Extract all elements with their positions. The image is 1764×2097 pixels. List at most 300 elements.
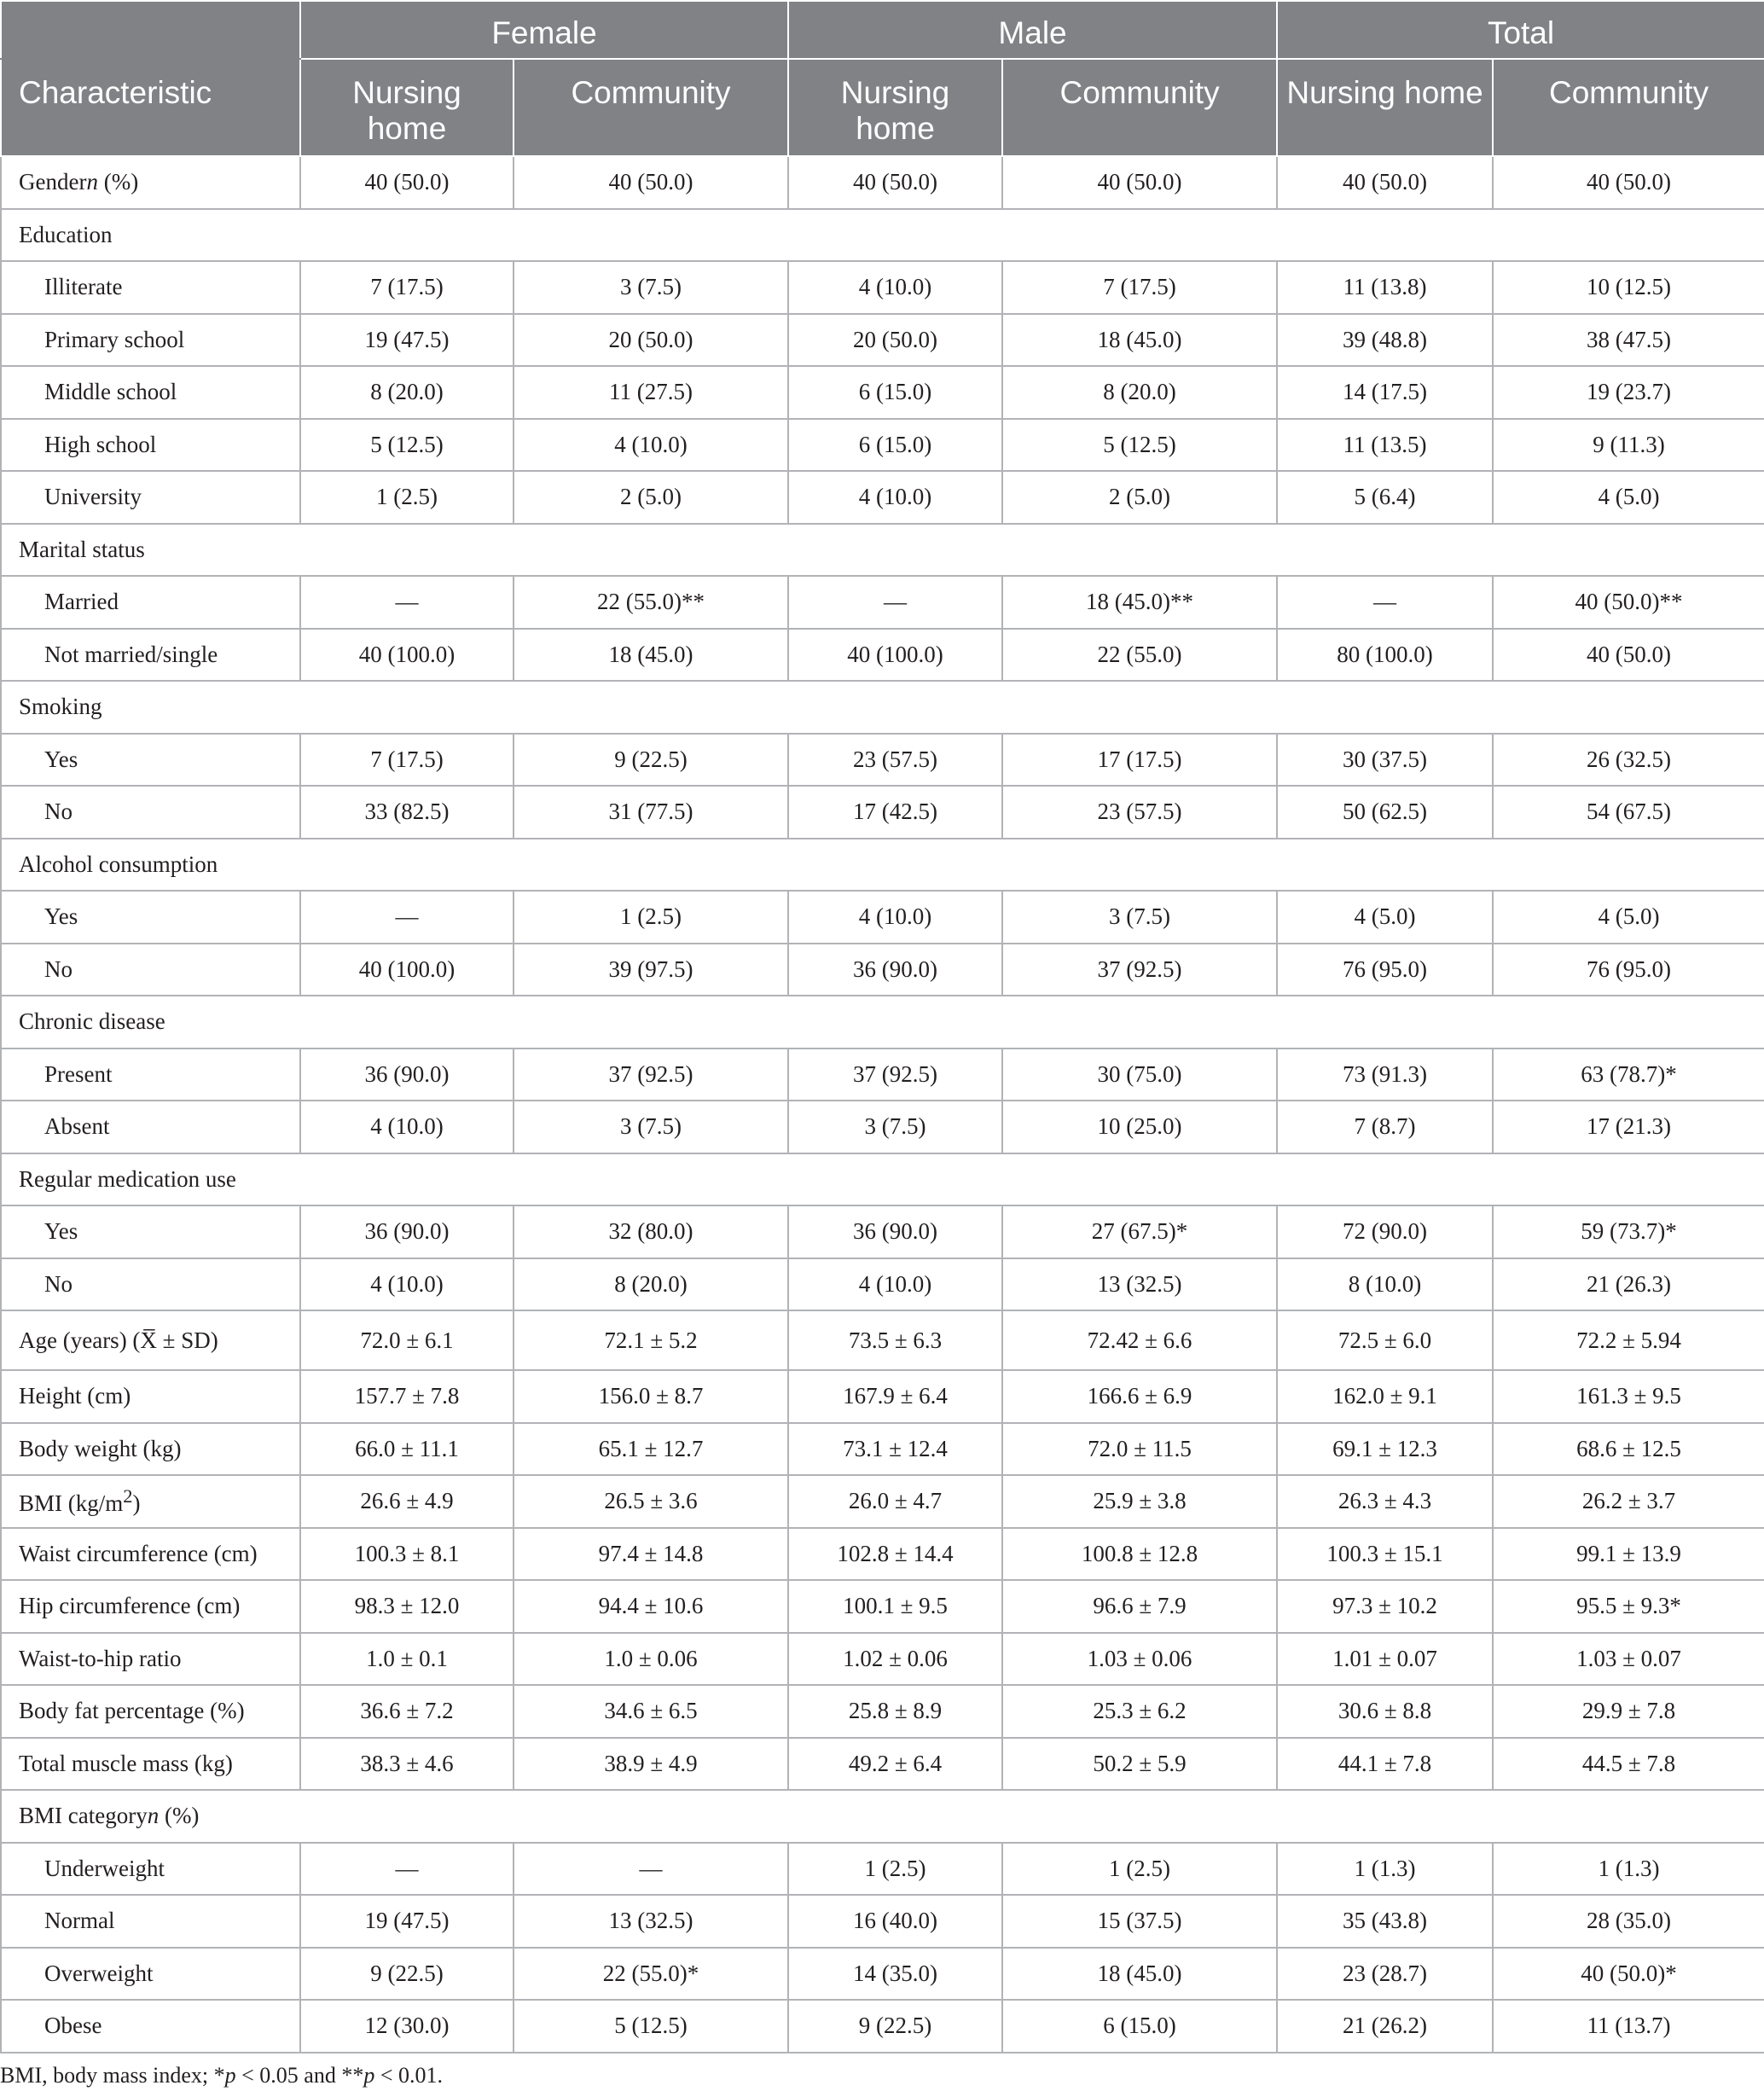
table-footnote: [0, 2063, 443, 2088]
table-cell: 3 (7.5): [788, 1101, 1002, 1153]
table-cell: 73 (91.3): [1277, 1048, 1493, 1101]
row-label-text: Obese: [44, 2013, 102, 2039]
table-cell: 6 (15.0): [788, 419, 1002, 472]
table-cell: 21 (26.2): [1277, 2000, 1493, 2053]
table-cell: 100.3 ± 8.1: [300, 1528, 514, 1581]
row-label: [1, 1738, 300, 1791]
footnote-part2: < 0.05 and **: [235, 2063, 364, 2088]
row-label: [1, 576, 300, 629]
table-row: [1, 1048, 1764, 1101]
table-cell: 100.3 ± 15.1: [1277, 1528, 1493, 1581]
table-cell: 26.3 ± 4.3: [1277, 1475, 1493, 1528]
header-group-total: Total: [1277, 1, 1764, 59]
table-cell: 63 (78.7)*: [1493, 1048, 1764, 1101]
table-cell: 2 (5.0): [514, 471, 788, 524]
table-cell: 40 (50.0)*: [1493, 1948, 1764, 2001]
row-label: [1, 156, 300, 209]
row-label-text: Regular medication use: [19, 1165, 236, 1192]
table-cell: 19 (47.5): [300, 1895, 514, 1948]
table-cell: 40 (100.0): [300, 944, 514, 996]
table-row: [1, 1580, 1764, 1633]
row-label: [1, 524, 1764, 577]
table-row: [1, 471, 1764, 524]
row-label: [1, 1258, 300, 1311]
footnote-p-italic-1: p: [224, 2063, 236, 2088]
table-cell: 102.8 ± 14.4: [788, 1528, 1002, 1581]
row-label-text: Illiterate: [44, 274, 123, 300]
table-cell: 68.6 ± 12.5: [1493, 1423, 1764, 1476]
table-cell: 37 (92.5): [514, 1048, 788, 1101]
table-cell: 44.1 ± 7.8: [1277, 1738, 1493, 1791]
row-label-text: BMI category: [19, 1803, 148, 1829]
row-label-suffix: ): [132, 1490, 141, 1517]
table-cell: 50.2 ± 5.9: [1002, 1738, 1277, 1791]
row-label-text: BMI (kg/m: [19, 1490, 124, 1517]
table-cell: 15 (37.5): [1002, 1895, 1277, 1948]
table-row: [1, 156, 1764, 209]
table-row: [1, 2000, 1764, 2053]
table-cell: —: [788, 576, 1002, 629]
row-label-text: No: [44, 1270, 73, 1297]
table-cell: 7 (17.5): [300, 261, 514, 314]
table-cell: 72.42 ± 6.6: [1002, 1310, 1277, 1370]
table-cell: 38.3 ± 4.6: [300, 1738, 514, 1791]
table-cell: 76 (95.0): [1493, 944, 1764, 996]
section-row: [1, 681, 1764, 734]
header-sub-row: [1, 59, 1764, 156]
table-cell: 33 (82.5): [300, 786, 514, 839]
table-cell: 161.3 ± 9.5: [1493, 1370, 1764, 1423]
table-cell: 36 (90.0): [788, 944, 1002, 996]
table-cell: 97.3 ± 10.2: [1277, 1580, 1493, 1633]
table-cell: 72.1 ± 5.2: [514, 1310, 788, 1370]
row-label-text: Waist-to-hip ratio: [19, 1645, 182, 1671]
row-label-text: Chronic disease: [19, 1008, 165, 1035]
table-cell: 22 (55.0)**: [514, 576, 788, 629]
table-cell: 11 (13.7): [1493, 2000, 1764, 2053]
table-cell: 44.5 ± 7.8: [1493, 1738, 1764, 1791]
row-label: [1, 366, 300, 419]
table-cell: 38 (47.5): [1493, 314, 1764, 367]
table-cell: 72.5 ± 6.0: [1277, 1310, 1493, 1370]
row-label-text: Body weight (kg): [19, 1435, 182, 1461]
table-cell: 39 (48.8): [1277, 314, 1493, 367]
table-row: [1, 1258, 1764, 1311]
row-label: [1, 1101, 300, 1153]
table-row: [1, 629, 1764, 682]
table-row: [1, 786, 1764, 839]
row-label-text: Absent: [44, 1113, 110, 1140]
row-label-text: Primary school: [44, 326, 185, 352]
table-row: [1, 576, 1764, 629]
table-cell: 9 (11.3): [1493, 419, 1764, 472]
table-cell: 100.8 ± 12.8: [1002, 1528, 1277, 1581]
header-female-nursing-home: Nursing home: [300, 59, 514, 156]
table-cell: 23 (28.7): [1277, 1948, 1493, 2001]
table-cell: 6 (15.0): [1002, 2000, 1277, 2053]
table-cell: 1.0 ± 0.06: [514, 1633, 788, 1686]
row-label: [1, 1790, 1764, 1843]
row-label-text: Education: [19, 221, 113, 247]
table-cell: 40 (50.0): [300, 156, 514, 209]
table-cell: 17 (42.5): [788, 786, 1002, 839]
table-cell: 30 (75.0): [1002, 1048, 1277, 1101]
table-cell: 166.6 ± 6.9: [1002, 1370, 1277, 1423]
table-cell: 35 (43.8): [1277, 1895, 1493, 1948]
table-row: [1, 891, 1764, 944]
table-cell: 6 (15.0): [788, 366, 1002, 419]
row-label-text: Overweight: [44, 1960, 154, 1986]
table-cell: 7 (17.5): [1002, 261, 1277, 314]
table-cell: 1.01 ± 0.07: [1277, 1633, 1493, 1686]
table-cell: 4 (5.0): [1277, 891, 1493, 944]
table-cell: 36 (90.0): [788, 1205, 1002, 1258]
table-cell: 21 (26.3): [1493, 1258, 1764, 1311]
row-label-text: Body fat percentage (%): [19, 1698, 245, 1724]
table-header: [1, 1, 1764, 156]
row-label: [1, 629, 300, 682]
table-cell: 18 (45.0)**: [1002, 576, 1277, 629]
table-cell: 1 (2.5): [514, 891, 788, 944]
header-total-nursing-home: Nursing home: [1277, 59, 1493, 156]
table-row: [1, 1685, 1764, 1738]
row-label: [1, 1685, 300, 1738]
header-group-row: [1, 1, 1764, 59]
row-label: [1, 261, 300, 314]
row-label: [1, 1580, 300, 1633]
table-cell: 36 (90.0): [300, 1048, 514, 1101]
table-cell: 96.6 ± 7.9: [1002, 1580, 1277, 1633]
row-label: [1, 209, 1764, 262]
table-cell: 20 (50.0): [788, 314, 1002, 367]
table-cell: 1.03 ± 0.06: [1002, 1633, 1277, 1686]
table-cell: 25.3 ± 6.2: [1002, 1685, 1277, 1738]
table-cell: 162.0 ± 9.1: [1277, 1370, 1493, 1423]
table-cell: 8 (20.0): [300, 366, 514, 419]
row-label-text: Gender: [19, 169, 87, 195]
table-cell: —: [300, 891, 514, 944]
table-cell: 27 (67.5)*: [1002, 1205, 1277, 1258]
table-cell: 1 (2.5): [788, 1843, 1002, 1896]
table-cell: 22 (55.0): [1002, 629, 1277, 682]
table-cell: 25.9 ± 3.8: [1002, 1475, 1277, 1528]
table-cell: 1.02 ± 0.06: [788, 1633, 1002, 1686]
table-cell: 20 (50.0): [514, 314, 788, 367]
table-cell: 40 (50.0): [788, 156, 1002, 209]
table-cell: 80 (100.0): [1277, 629, 1493, 682]
table-cell: 36.6 ± 7.2: [300, 1685, 514, 1738]
header-group-female: Female: [300, 1, 788, 59]
table-cell: —: [300, 1843, 514, 1896]
table-body: [1, 156, 1764, 2053]
table-cell: 13 (32.5): [514, 1895, 788, 1948]
table-cell: 40 (50.0): [514, 156, 788, 209]
table-row: [1, 1101, 1764, 1153]
table-cell: 5 (12.5): [1002, 419, 1277, 472]
row-label: [1, 891, 300, 944]
table-row: [1, 1475, 1764, 1528]
row-label: [1, 2000, 300, 2053]
table-cell: 8 (10.0): [1277, 1258, 1493, 1311]
table-cell: 3 (7.5): [514, 261, 788, 314]
table-cell: 1.0 ± 0.1: [300, 1633, 514, 1686]
table-cell: 9 (22.5): [300, 1948, 514, 2001]
table-cell: 97.4 ± 14.8: [514, 1528, 788, 1581]
table-cell: 30 (37.5): [1277, 734, 1493, 787]
table-cell: 17 (21.3): [1493, 1101, 1764, 1153]
table-cell: 32 (80.0): [514, 1205, 788, 1258]
row-label: [1, 1310, 300, 1370]
section-row: [1, 1153, 1764, 1206]
row-label: [1, 471, 300, 524]
table-cell: —: [514, 1843, 788, 1896]
table-row: [1, 1738, 1764, 1791]
table-cell: 40 (100.0): [788, 629, 1002, 682]
table-row: [1, 1633, 1764, 1686]
table-cell: 156.0 ± 8.7: [514, 1370, 788, 1423]
section-row: [1, 1790, 1764, 1843]
table-cell: 17 (17.5): [1002, 734, 1277, 787]
table-cell: 23 (57.5): [788, 734, 1002, 787]
row-label: [1, 1895, 300, 1948]
table-row: [1, 1370, 1764, 1423]
table-cell: 99.1 ± 13.9: [1493, 1528, 1764, 1581]
row-label: [1, 314, 300, 367]
table-cell: —: [300, 576, 514, 629]
table-cell: 5 (12.5): [514, 2000, 788, 2053]
table-cell: 40 (50.0): [1277, 156, 1493, 209]
table-cell: 50 (62.5): [1277, 786, 1493, 839]
table-cell: 40 (50.0): [1002, 156, 1277, 209]
table-cell: 28 (35.0): [1493, 1895, 1764, 1948]
row-label: [1, 681, 1764, 734]
table-row: [1, 1528, 1764, 1581]
row-label: [1, 1633, 300, 1686]
table-cell: 25.8 ± 8.9: [788, 1685, 1002, 1738]
table-cell: 1 (2.5): [1002, 1843, 1277, 1896]
table-row: [1, 944, 1764, 996]
table-row: [1, 366, 1764, 419]
table-cell: 4 (10.0): [788, 1258, 1002, 1311]
header-male-community: Community: [1002, 59, 1277, 156]
footnote-part3: < 0.01.: [374, 2063, 443, 2088]
row-label-text: Waist circumference (cm): [19, 1540, 258, 1566]
row-label-text: Present: [44, 1060, 113, 1087]
table-cell: 37 (92.5): [1002, 944, 1277, 996]
row-label-italic: n: [147, 1803, 160, 1829]
footnote-part1: BMI, body mass index; *: [0, 2063, 225, 2088]
section-row: [1, 996, 1764, 1048]
table-cell: 16 (40.0): [788, 1895, 1002, 1948]
row-label: [1, 1843, 300, 1896]
row-label: [1, 1475, 300, 1528]
table-cell: 29.9 ± 7.8: [1493, 1685, 1764, 1738]
table-cell: 19 (23.7): [1493, 366, 1764, 419]
table-cell: 40 (50.0)**: [1493, 576, 1764, 629]
table-cell: 8 (20.0): [514, 1258, 788, 1311]
table-cell: 65.1 ± 12.7: [514, 1423, 788, 1476]
table-cell: 8 (20.0): [1002, 366, 1277, 419]
table-cell: 40 (100.0): [300, 629, 514, 682]
table-row: [1, 1423, 1764, 1476]
table-cell: 1 (1.3): [1493, 1843, 1764, 1896]
table-cell: 3 (7.5): [514, 1101, 788, 1153]
section-row: [1, 209, 1764, 262]
table-cell: 11 (13.5): [1277, 419, 1493, 472]
row-label-suffix: (%): [159, 1803, 200, 1829]
table-cell: 10 (25.0): [1002, 1101, 1277, 1153]
header-characteristic: Characteristic: [1, 59, 300, 156]
table-cell: 26.0 ± 4.7: [788, 1475, 1002, 1528]
row-label-text: Married: [44, 589, 119, 615]
row-label: [1, 1205, 300, 1258]
row-label: [1, 1153, 1764, 1206]
row-label-text: Total muscle mass (kg): [19, 1750, 233, 1776]
table-cell: 4 (5.0): [1493, 471, 1764, 524]
table-cell: 5 (12.5): [300, 419, 514, 472]
row-label: [1, 1948, 300, 2001]
row-label-suffix: (%): [97, 169, 139, 195]
table-cell: 26.2 ± 3.7: [1493, 1475, 1764, 1528]
row-label: [1, 1048, 300, 1101]
table-cell: 5 (6.4): [1277, 471, 1493, 524]
table-cell: —: [1277, 576, 1493, 629]
table-cell: 34.6 ± 6.5: [514, 1685, 788, 1738]
table-row: [1, 1310, 1764, 1370]
row-label-text: Not married/single: [44, 641, 218, 667]
table-cell: 4 (10.0): [788, 471, 1002, 524]
row-label: [1, 1370, 300, 1423]
row-label-text: Middle school: [44, 379, 177, 405]
table-row: [1, 1948, 1764, 2001]
table-cell: 1 (2.5): [300, 471, 514, 524]
row-label-text: Yes: [44, 903, 78, 930]
table-cell: 49.2 ± 6.4: [788, 1738, 1002, 1791]
row-label: [1, 1423, 300, 1476]
row-label: [1, 734, 300, 787]
table-cell: 14 (35.0): [788, 1948, 1002, 2001]
row-label-text: High school: [44, 431, 157, 457]
row-label: [1, 786, 300, 839]
table-cell: 13 (32.5): [1002, 1258, 1277, 1311]
table-cell: 2 (5.0): [1002, 471, 1277, 524]
table-cell: 4 (10.0): [514, 419, 788, 472]
table-cell: 100.1 ± 9.5: [788, 1580, 1002, 1633]
table-cell: 4 (5.0): [1493, 891, 1764, 944]
table-cell: 1 (1.3): [1277, 1843, 1493, 1896]
table-cell: 12 (30.0): [300, 2000, 514, 2053]
table-cell: 72.0 ± 11.5: [1002, 1423, 1277, 1476]
table-cell: 9 (22.5): [514, 734, 788, 787]
table-cell: 19 (47.5): [300, 314, 514, 367]
table-cell: 40 (50.0): [1493, 156, 1764, 209]
row-label-text: No: [44, 956, 73, 982]
row-label-text: Age (years) (X̅ ± SD): [19, 1327, 218, 1353]
table-cell: 76 (95.0): [1277, 944, 1493, 996]
table-row: [1, 1895, 1764, 1948]
row-label-text: Underweight: [44, 1855, 165, 1881]
table-cell: 26 (32.5): [1493, 734, 1764, 787]
row-label-text: Height (cm): [19, 1383, 131, 1409]
footnote-p-italic-2: p: [363, 2063, 375, 2088]
table-cell: 95.5 ± 9.3*: [1493, 1580, 1764, 1633]
row-label: [1, 419, 300, 472]
table-cell: 54 (67.5): [1493, 786, 1764, 839]
table-cell: 10 (12.5): [1493, 261, 1764, 314]
table-cell: 22 (55.0)*: [514, 1948, 788, 2001]
table-cell: 72.2 ± 5.94: [1493, 1310, 1764, 1370]
section-row: [1, 524, 1764, 577]
table-cell: 14 (17.5): [1277, 366, 1493, 419]
table-cell: 157.7 ± 7.8: [300, 1370, 514, 1423]
table-cell: 4 (10.0): [300, 1258, 514, 1311]
section-row: [1, 839, 1764, 892]
table-cell: 66.0 ± 11.1: [300, 1423, 514, 1476]
table-cell: 26.5 ± 3.6: [514, 1475, 788, 1528]
row-label-text: Normal: [44, 1908, 115, 1934]
table-cell: 37 (92.5): [788, 1048, 1002, 1101]
table-cell: 39 (97.5): [514, 944, 788, 996]
row-label: [1, 996, 1764, 1048]
table-cell: 31 (77.5): [514, 786, 788, 839]
header-group-male: Male: [788, 1, 1277, 59]
row-label-text: Yes: [44, 1218, 78, 1245]
table-cell: 167.9 ± 6.4: [788, 1370, 1002, 1423]
row-label-text: Hip circumference (cm): [19, 1593, 241, 1619]
row-label: [1, 944, 300, 996]
row-label: [1, 839, 1764, 892]
row-label-text: University: [44, 484, 142, 510]
table-cell: 72 (90.0): [1277, 1205, 1493, 1258]
table-cell: 59 (73.7)*: [1493, 1205, 1764, 1258]
table-cell: 73.5 ± 6.3: [788, 1310, 1002, 1370]
row-label-text: No: [44, 799, 73, 825]
row-label-text: Marital status: [19, 536, 145, 562]
header-female-community: Community: [514, 59, 788, 156]
table-cell: 7 (8.7): [1277, 1101, 1493, 1153]
table-cell: 73.1 ± 12.4: [788, 1423, 1002, 1476]
table-cell: 18 (45.0): [1002, 1948, 1277, 2001]
table-cell: 11 (27.5): [514, 366, 788, 419]
table-cell: 18 (45.0): [514, 629, 788, 682]
table-row: [1, 419, 1764, 472]
row-label-text: Yes: [44, 746, 78, 772]
table-cell: 72.0 ± 6.1: [300, 1310, 514, 1370]
table-cell: 23 (57.5): [1002, 786, 1277, 839]
table-row: [1, 1205, 1764, 1258]
table-cell: 38.9 ± 4.9: [514, 1738, 788, 1791]
table-cell: 18 (45.0): [1002, 314, 1277, 367]
table-cell: 26.6 ± 4.9: [300, 1475, 514, 1528]
table-cell: 9 (22.5): [788, 2000, 1002, 2053]
header-total-community: Community: [1493, 59, 1764, 156]
row-label-superscript: 2: [123, 1485, 133, 1507]
table-row: [1, 1843, 1764, 1896]
table-cell: 11 (13.8): [1277, 261, 1493, 314]
table-cell: 98.3 ± 12.0: [300, 1580, 514, 1633]
table-cell: 36 (90.0): [300, 1205, 514, 1258]
table-cell: 30.6 ± 8.8: [1277, 1685, 1493, 1738]
table-cell: 3 (7.5): [1002, 891, 1277, 944]
row-label-italic: n: [86, 169, 98, 195]
header-male-nursing-home: Nursing home: [788, 59, 1002, 156]
header-blank-cell: [1, 1, 300, 59]
table-row: [1, 314, 1764, 367]
table-cell: 94.4 ± 10.6: [514, 1580, 788, 1633]
table-row: [1, 734, 1764, 787]
table-cell: 4 (10.0): [788, 891, 1002, 944]
table-cell: 7 (17.5): [300, 734, 514, 787]
